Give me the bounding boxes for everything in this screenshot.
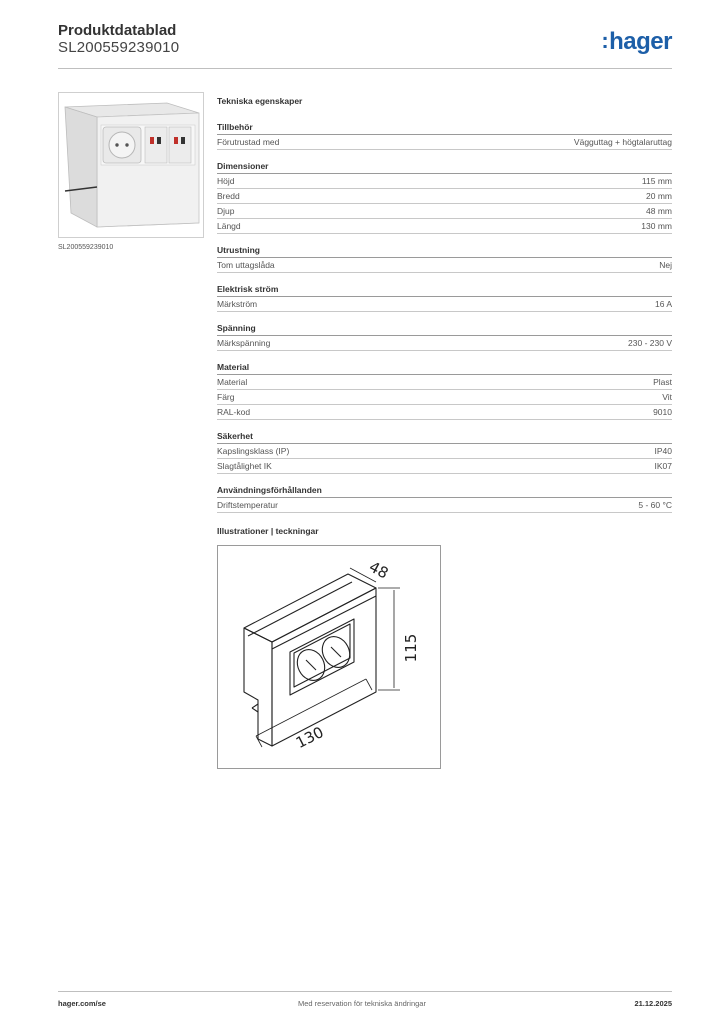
spec-value: 230 - 230 V — [628, 338, 672, 348]
spec-value: Vit — [662, 392, 672, 402]
spec-label: Märkström — [217, 299, 258, 309]
spec-row — [217, 459, 672, 474]
group-heading: Säkerhet — [217, 431, 672, 444]
product-code: SL200559239010 — [58, 39, 180, 56]
spec-label: Kapslingsklass (IP) — [217, 446, 290, 456]
spec-table — [217, 96, 672, 524]
group-heading: Spänning — [217, 323, 672, 336]
spec-value: 130 mm — [641, 221, 672, 231]
spec-value: Vägguttag + högtalaruttag — [573, 137, 672, 147]
dimension-drawing-icon — [218, 546, 440, 768]
group-voltage — [217, 323, 672, 351]
spec-value: 16 A — [654, 299, 672, 309]
spec-row — [217, 375, 672, 390]
illustrations-title: Illustrationer | teckningar — [217, 526, 319, 536]
group-safety — [217, 431, 672, 474]
spec-label: Driftstemperatur — [217, 500, 278, 510]
group-heading: Elektrisk ström — [217, 284, 672, 297]
spec-value: 5 - 60 °C — [638, 500, 672, 510]
spec-row — [217, 174, 672, 189]
group-heading: Material — [217, 362, 672, 375]
group-dimensions — [217, 161, 672, 234]
spec-title: Tekniska egenskaper — [217, 96, 303, 106]
spec-row — [217, 297, 672, 312]
logo-text: hager — [609, 28, 672, 55]
spec-value: IP40 — [654, 446, 672, 456]
socket-box-photo-icon — [59, 93, 203, 237]
spec-row — [217, 498, 672, 513]
spec-row — [217, 204, 672, 219]
dim-depth-label: 48 — [366, 557, 392, 583]
spec-value: Plast — [653, 377, 672, 387]
spec-label: Material — [217, 377, 248, 387]
spec-row — [217, 219, 672, 234]
spec-value: 9010 — [653, 407, 672, 417]
group-heading: Utrustning — [217, 245, 672, 258]
technical-drawing — [217, 545, 441, 769]
spec-label: Slagtålighet IK — [217, 461, 272, 471]
group-heading: Användningsförhållanden — [217, 485, 672, 498]
group-heading: Tillbehör — [217, 122, 672, 135]
group-material — [217, 362, 672, 420]
logo-colon-icon: : — [601, 28, 609, 53]
footer-date: 21.12.2025 — [634, 999, 672, 1008]
spec-row — [217, 189, 672, 204]
spec-value: 48 mm — [646, 206, 672, 216]
product-photo — [58, 92, 204, 238]
spec-row — [217, 390, 672, 405]
footer-divider — [58, 991, 672, 992]
group-equipment — [217, 245, 672, 273]
group-accessories — [217, 122, 672, 150]
spec-row — [217, 135, 672, 150]
hager-logo[interactable] — [601, 28, 672, 56]
spec-label: Tom uttagslåda — [217, 260, 275, 270]
spec-row — [217, 405, 672, 420]
group-heading: Dimensioner — [217, 161, 672, 174]
spec-value: Nej — [659, 260, 672, 270]
spec-value: IK07 — [654, 461, 672, 471]
spec-label: Färg — [217, 392, 235, 402]
spec-label: Längd — [217, 221, 241, 231]
spec-label: Djup — [217, 206, 235, 216]
spec-row — [217, 258, 672, 273]
spec-row — [217, 336, 672, 351]
spec-label: Förutrustad med — [217, 137, 280, 147]
spec-label: Höjd — [217, 176, 235, 186]
footer-website-link[interactable]: hager.com/se — [58, 999, 106, 1008]
header-divider — [58, 68, 672, 69]
dim-length-label: 130 — [292, 723, 327, 753]
footer-disclaimer: Med reservation för tekniska ändringar — [298, 999, 426, 1008]
page-title: Produktdatablad — [58, 22, 177, 39]
spec-label: Märkspänning — [217, 338, 271, 348]
spec-label: RAL-kod — [217, 407, 251, 417]
spec-row — [217, 444, 672, 459]
spec-value: 115 mm — [641, 176, 672, 186]
spec-label: Bredd — [217, 191, 240, 201]
dim-height-label: 115 — [402, 633, 420, 663]
spec-value: 20 mm — [646, 191, 672, 201]
group-operating-conditions — [217, 485, 672, 513]
photo-caption: SL200559239010 — [58, 244, 114, 251]
group-electric-current — [217, 284, 672, 312]
